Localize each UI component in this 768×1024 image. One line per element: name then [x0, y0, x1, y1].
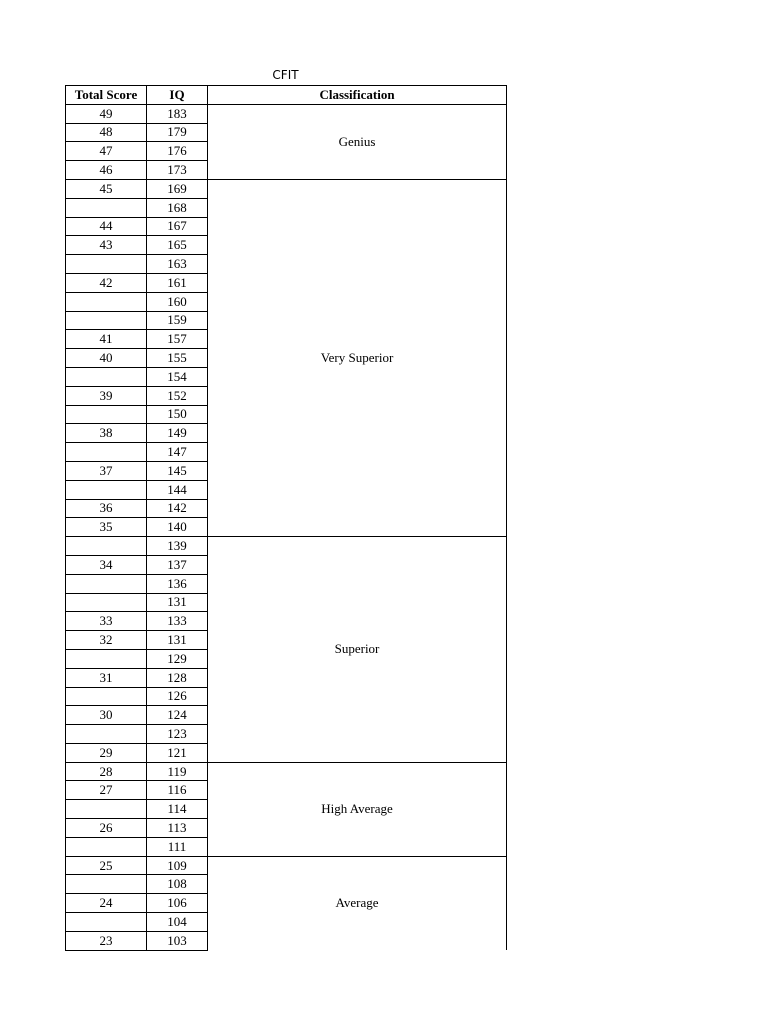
total-score-cell: 31	[66, 668, 147, 687]
header-row	[66, 86, 507, 105]
classification-cell: Genius	[208, 104, 507, 179]
table-row	[66, 762, 507, 781]
total-score-cell: 33	[66, 612, 147, 631]
iq-cell: 140	[147, 518, 208, 537]
total-score-cell: 25	[66, 856, 147, 875]
table-row	[66, 104, 507, 123]
total-score-cell	[66, 649, 147, 668]
total-score-cell: 40	[66, 349, 147, 368]
classification-header: Classification	[208, 86, 507, 105]
iq-cell: 114	[147, 800, 208, 819]
iq-cell: 121	[147, 743, 208, 762]
iq-cell: 142	[147, 499, 208, 518]
iq-header: IQ	[147, 86, 208, 105]
total-score-cell	[66, 725, 147, 744]
total-score-cell: 37	[66, 461, 147, 480]
cfit-score-table	[65, 85, 507, 951]
table-row	[66, 856, 507, 875]
total-score-cell: 39	[66, 386, 147, 405]
iq-cell: 165	[147, 236, 208, 255]
total-score-cell: 47	[66, 142, 147, 161]
iq-cell: 152	[147, 386, 208, 405]
iq-cell: 155	[147, 349, 208, 368]
total-score-cell: 24	[66, 894, 147, 913]
total-score-cell	[66, 405, 147, 424]
iq-cell: 139	[147, 537, 208, 556]
iq-cell: 116	[147, 781, 208, 800]
iq-cell: 161	[147, 273, 208, 292]
total-score-cell	[66, 800, 147, 819]
iq-cell: 145	[147, 461, 208, 480]
total-score-cell	[66, 480, 147, 499]
iq-cell: 113	[147, 819, 208, 838]
iq-cell: 163	[147, 255, 208, 274]
total-score-cell	[66, 574, 147, 593]
total-score-cell: 49	[66, 104, 147, 123]
iq-cell: 136	[147, 574, 208, 593]
total-score-cell: 38	[66, 424, 147, 443]
total-score-header: Total Score	[66, 86, 147, 105]
total-score-cell: 48	[66, 123, 147, 142]
total-score-cell: 43	[66, 236, 147, 255]
total-score-cell: 32	[66, 631, 147, 650]
total-score-cell	[66, 537, 147, 556]
total-score-cell	[66, 875, 147, 894]
page-title: CFIT	[272, 68, 299, 82]
total-score-cell: 35	[66, 518, 147, 537]
iq-cell: 169	[147, 179, 208, 198]
iq-cell: 104	[147, 913, 208, 932]
total-score-cell: 28	[66, 762, 147, 781]
total-score-cell: 29	[66, 743, 147, 762]
iq-cell: 133	[147, 612, 208, 631]
iq-cell: 124	[147, 706, 208, 725]
total-score-cell: 34	[66, 555, 147, 574]
iq-cell: 150	[147, 405, 208, 424]
iq-cell: 176	[147, 142, 208, 161]
iq-cell: 168	[147, 198, 208, 217]
iq-cell: 157	[147, 330, 208, 349]
total-score-cell: 23	[66, 931, 147, 950]
total-score-cell	[66, 687, 147, 706]
iq-cell: 137	[147, 555, 208, 574]
total-score-cell: 42	[66, 273, 147, 292]
iq-cell: 131	[147, 593, 208, 612]
iq-cell: 108	[147, 875, 208, 894]
table-row	[66, 179, 507, 198]
table-row	[66, 537, 507, 556]
iq-cell: 109	[147, 856, 208, 875]
iq-cell: 179	[147, 123, 208, 142]
total-score-cell	[66, 367, 147, 386]
iq-cell: 149	[147, 424, 208, 443]
total-score-cell	[66, 593, 147, 612]
total-score-cell: 45	[66, 179, 147, 198]
total-score-cell: 36	[66, 499, 147, 518]
iq-cell: 154	[147, 367, 208, 386]
iq-cell: 111	[147, 837, 208, 856]
total-score-cell: 41	[66, 330, 147, 349]
total-score-cell: 27	[66, 781, 147, 800]
iq-cell: 173	[147, 161, 208, 180]
iq-cell: 160	[147, 292, 208, 311]
total-score-cell: 26	[66, 819, 147, 838]
classification-cell: Superior	[208, 537, 507, 763]
iq-cell: 103	[147, 931, 208, 950]
iq-cell: 128	[147, 668, 208, 687]
iq-cell: 129	[147, 649, 208, 668]
iq-cell: 106	[147, 894, 208, 913]
classification-cell: Very Superior	[208, 179, 507, 536]
iq-cell: 144	[147, 480, 208, 499]
total-score-cell	[66, 198, 147, 217]
table-body	[66, 104, 507, 950]
iq-cell: 119	[147, 762, 208, 781]
total-score-cell	[66, 443, 147, 462]
iq-cell: 126	[147, 687, 208, 706]
total-score-cell: 44	[66, 217, 147, 236]
total-score-cell: 30	[66, 706, 147, 725]
iq-cell: 183	[147, 104, 208, 123]
iq-cell: 159	[147, 311, 208, 330]
total-score-cell	[66, 913, 147, 932]
classification-cell: Average	[208, 856, 507, 950]
total-score-cell	[66, 311, 147, 330]
total-score-cell	[66, 292, 147, 311]
classification-cell: High Average	[208, 762, 507, 856]
total-score-cell	[66, 837, 147, 856]
iq-cell: 131	[147, 631, 208, 650]
iq-cell: 167	[147, 217, 208, 236]
iq-cell: 147	[147, 443, 208, 462]
total-score-cell: 46	[66, 161, 147, 180]
total-score-cell	[66, 255, 147, 274]
iq-cell: 123	[147, 725, 208, 744]
